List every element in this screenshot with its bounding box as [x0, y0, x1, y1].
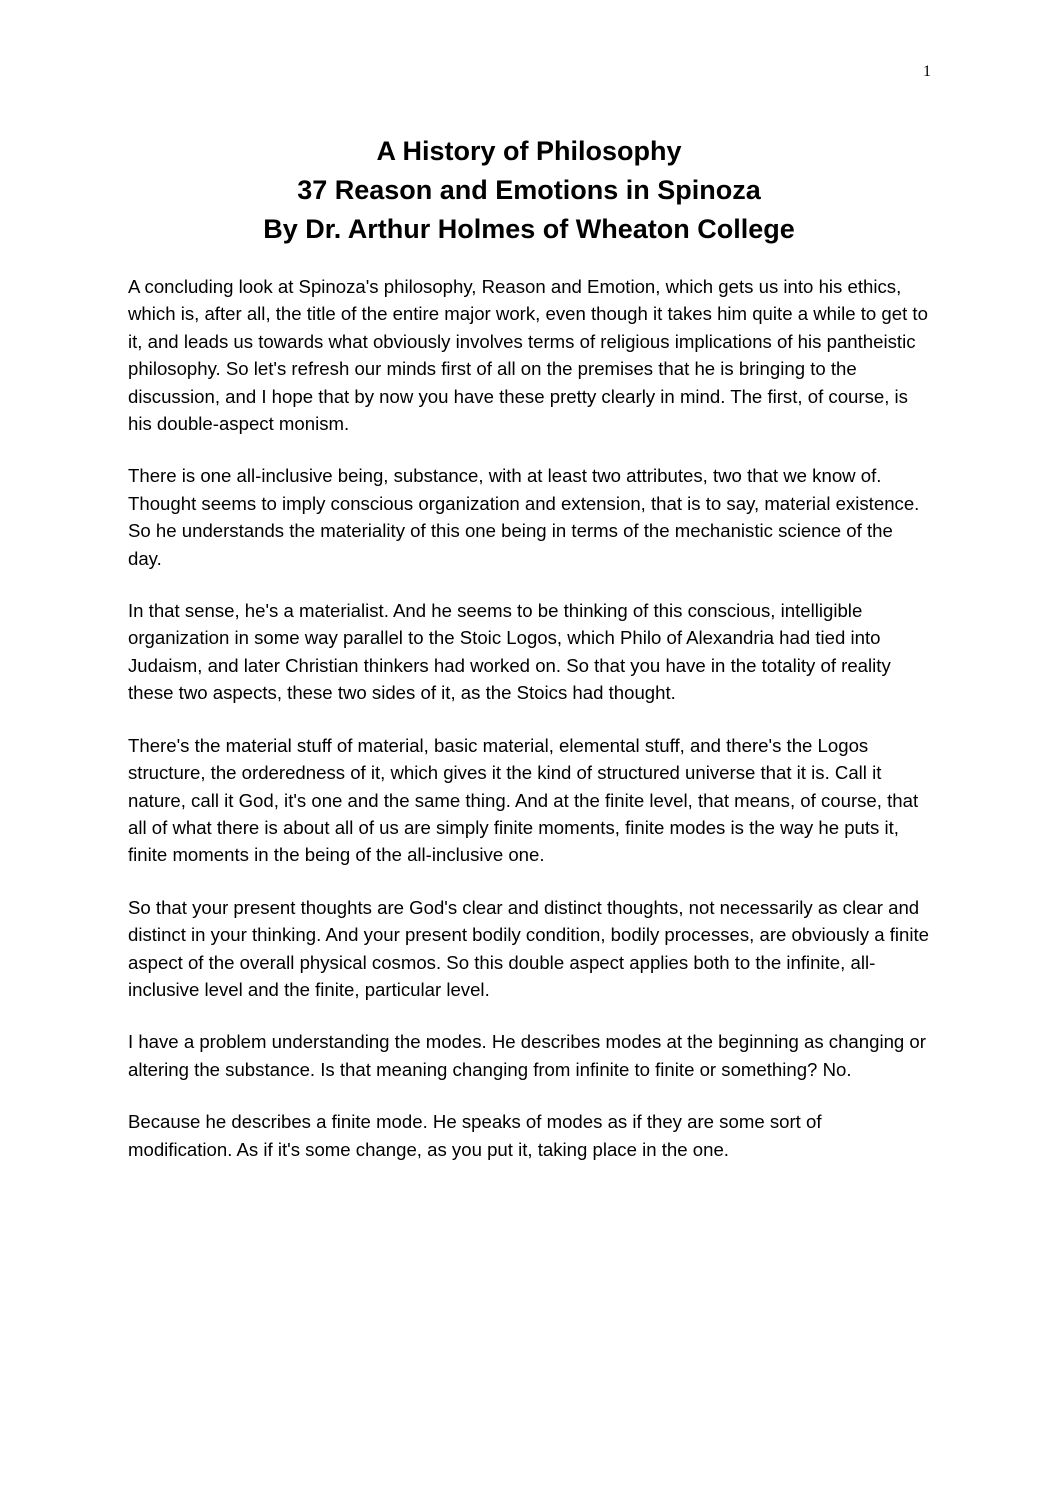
paragraph-1: A concluding look at Spinoza's philosophy, Reason and Emotion, which gets us into his ethics, which is, after all, the title of the entire major work, even though it takes him quite a while to get to it, and leads us towards what obviously involves terms of religious implications of his pantheistic philosophy. So let's refresh our minds first of all on the premises that he is bringing to the discussion, and I hope that by now you have these pretty clearly in mind. The first, of course, is his double-aspect monism.: [128, 276, 928, 435]
title-line-series: A History of Philosophy: [376, 136, 682, 166]
paragraph-7: Because he describes a finite mode. He speaks of modes as if they are some sort of modification. As if it's some change, as you put it, taking place in the one.: [128, 1111, 822, 1160]
page-number: 1: [923, 63, 931, 80]
document-title: [0, 132, 1058, 249]
paragraph-6: I have a problem understanding the modes. He describes modes at the beginning as changing or altering the substance. Is that meaning changing from infinite to finite or something? No.: [128, 1031, 926, 1080]
paragraph-5: So that your present thoughts are God's clear and distinct thoughts, not necessarily as clear and distinct in your thinking. And your present bodily condition, bodily processes, are obviously a finite aspect of the overall physical cosmos. So this double aspect applies both to the infinite, all-inclusive level and the finite, particular level.: [128, 896, 930, 1000]
document-body: [128, 273, 930, 1188]
paragraph-2: There is one all-inclusive being, substance, with at least two attributes, two that we know of. Thought seems to imply conscious organization and extension, that is to say, material existence. So he understands the materiality of this one being in terms of the mechanistic science of the day.: [128, 465, 920, 569]
paragraph-4: There's the material stuff of material, basic material, elemental stuff, and there's the Logos structure, the orderedness of it, which gives it the kind of structured universe that it is. Call it nature, call it God, it's one and the same thing. And at the finite level, that means, of course, that all of what there is about all of us are simply finite moments, finite modes is the way he puts it, finite moments in the being of the all-inclusive one.: [128, 734, 919, 866]
title-line-author: By Dr. Arthur Holmes of Wheaton College: [263, 214, 795, 244]
title-line-lecture: 37 Reason and Emotions in Spinoza: [297, 175, 761, 205]
paragraph-3: In that sense, he's a materialist. And he seems to be thinking of this conscious, intelligible organization in some way parallel to the Stoic Logos, which Philo of Alexandria had tied into Judaism, and later Christian thinkers had worked on. So that you have in the totality of reality these two aspects, these two sides of it, as the Stoics had thought.: [128, 600, 891, 704]
